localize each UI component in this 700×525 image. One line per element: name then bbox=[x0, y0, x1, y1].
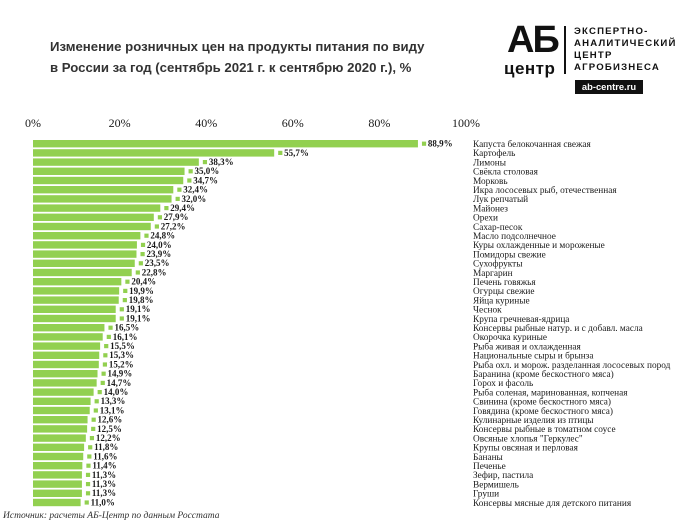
value-label-marker bbox=[278, 151, 282, 155]
bar bbox=[33, 499, 81, 506]
category-label: Консервы рыбные натур. и с добавл. масла bbox=[473, 324, 643, 334]
value-label-marker bbox=[155, 224, 159, 228]
value-label-marker bbox=[104, 344, 108, 348]
bar bbox=[33, 186, 173, 193]
value-label: 19,1% bbox=[125, 304, 151, 315]
value-label-marker bbox=[103, 362, 107, 366]
value-label-marker bbox=[92, 418, 96, 422]
bar bbox=[33, 490, 82, 497]
bar bbox=[33, 361, 99, 368]
bar bbox=[33, 370, 98, 377]
category-label: Свинина (кроме бескостного мяса) bbox=[473, 397, 612, 408]
category-label: Консервы мясные для детского питания bbox=[473, 498, 632, 509]
category-label: Овсяные хлопья "Геркулес" bbox=[473, 434, 583, 445]
value-label: 14,0% bbox=[103, 387, 129, 397]
bar bbox=[33, 388, 94, 395]
value-label-marker bbox=[91, 427, 95, 431]
value-label-marker bbox=[120, 316, 124, 320]
bar bbox=[33, 434, 86, 441]
value-label: 34,7% bbox=[193, 175, 219, 186]
value-label: 19,9% bbox=[129, 285, 154, 296]
bar bbox=[33, 480, 82, 487]
value-label: 15,2% bbox=[108, 359, 134, 370]
value-label: 13,1% bbox=[99, 405, 125, 416]
bar bbox=[33, 204, 160, 211]
bar bbox=[33, 287, 119, 294]
bar bbox=[33, 223, 151, 230]
bar bbox=[33, 352, 99, 359]
x-tick-label: 60% bbox=[281, 116, 304, 130]
category-label: Масло подсолнечное bbox=[473, 232, 556, 242]
value-label: 11,3% bbox=[91, 469, 117, 480]
value-label: 29,4% bbox=[170, 203, 196, 213]
bar bbox=[33, 168, 185, 175]
bar bbox=[33, 232, 140, 239]
value-label-marker bbox=[95, 399, 99, 403]
bar bbox=[33, 407, 90, 414]
value-label-marker bbox=[203, 160, 207, 164]
logo-org-line-3: ЦЕНТР bbox=[574, 50, 613, 61]
bar bbox=[33, 425, 87, 432]
x-tick-label: 80% bbox=[368, 116, 391, 130]
value-label: 38,3% bbox=[208, 157, 234, 167]
category-label: Маргарин bbox=[473, 268, 513, 279]
value-label: 35,0% bbox=[194, 166, 220, 177]
category-label: Вермишель bbox=[473, 480, 519, 491]
value-label: 14,7% bbox=[106, 377, 132, 388]
category-label: Рыба живая и охлажденная bbox=[473, 342, 581, 353]
bar bbox=[33, 214, 154, 221]
value-label-marker bbox=[125, 280, 129, 284]
value-label: 11,6% bbox=[93, 451, 118, 462]
category-label: Рыба соленая, маринованная, копченая bbox=[473, 388, 628, 399]
value-label: 19,8% bbox=[128, 295, 154, 305]
value-label: 24,8% bbox=[150, 230, 176, 241]
category-label: Икра лососевых рыб, отечественная bbox=[473, 186, 617, 196]
category-label: Окорочка куриные bbox=[473, 333, 547, 344]
category-label: Крупы овсяная и перловая bbox=[473, 443, 578, 454]
value-label: 20,4% bbox=[131, 276, 157, 287]
value-label-marker bbox=[158, 215, 162, 219]
value-label: 16,1% bbox=[112, 331, 138, 342]
value-label-marker bbox=[90, 436, 94, 440]
category-label: Печенье bbox=[473, 462, 506, 472]
value-label: 11,0% bbox=[90, 497, 115, 508]
value-label: 12,6% bbox=[97, 414, 123, 425]
bar bbox=[33, 140, 418, 147]
value-label: 12,2% bbox=[95, 433, 121, 443]
value-label-marker bbox=[140, 252, 144, 256]
value-label: 32,0% bbox=[181, 193, 207, 204]
logo-org-line-2: АНАЛИТИЧЕСКИЙ bbox=[574, 38, 677, 49]
bar bbox=[33, 149, 274, 156]
value-label: 16,5% bbox=[114, 322, 140, 333]
bar bbox=[33, 453, 83, 460]
value-label: 22,8% bbox=[141, 267, 167, 278]
value-label: 15,3% bbox=[109, 350, 134, 361]
value-label: 19,1% bbox=[125, 313, 151, 324]
value-label-marker bbox=[123, 298, 127, 302]
bar bbox=[33, 278, 121, 285]
category-label: Рыба охл. и морож. разделанная лососевых пород bbox=[473, 360, 671, 371]
value-label: 11,3% bbox=[91, 488, 117, 499]
bar bbox=[33, 260, 135, 267]
bar bbox=[33, 177, 183, 184]
bar bbox=[33, 379, 97, 386]
category-label: Помидоры свежие bbox=[473, 250, 546, 261]
bar bbox=[33, 241, 137, 248]
logo-mark-centr: центр bbox=[504, 59, 556, 78]
category-label: Консервы рыбные в томатном соусе bbox=[473, 425, 616, 436]
logo-org-line-4: АГРОБИЗНЕСА bbox=[574, 62, 661, 73]
value-label: 11,4% bbox=[92, 460, 117, 471]
value-label-marker bbox=[85, 500, 89, 504]
value-label-marker bbox=[86, 491, 90, 495]
category-label: Огурцы свежие bbox=[473, 287, 535, 298]
x-tick-label: 100% bbox=[452, 116, 480, 130]
category-label: Горох и фасоль bbox=[473, 379, 534, 390]
bar bbox=[33, 416, 88, 423]
bar bbox=[33, 296, 119, 303]
chart-title-line-2: в России за год (сентябрь 2021 г. к сентябрю 2020 г.), % bbox=[50, 60, 412, 75]
bar bbox=[33, 471, 82, 478]
bar bbox=[33, 195, 172, 202]
bar bbox=[33, 250, 136, 257]
value-label-marker bbox=[177, 188, 181, 192]
bar bbox=[33, 324, 104, 331]
value-label-marker bbox=[187, 178, 191, 182]
value-label: 14,9% bbox=[107, 368, 133, 379]
logo-url: ab-centre.ru bbox=[575, 80, 643, 94]
value-label: 27,9% bbox=[163, 212, 189, 223]
value-label-marker bbox=[189, 169, 193, 173]
value-label-marker bbox=[422, 142, 426, 146]
value-label: 11,3% bbox=[91, 479, 117, 489]
logo-org-line-1: ЭКСПЕРТНО- bbox=[574, 26, 649, 37]
category-label: Морковь bbox=[473, 176, 508, 187]
value-label-marker bbox=[108, 326, 112, 330]
value-label: 88,9% bbox=[427, 138, 453, 149]
value-label-marker bbox=[98, 390, 102, 394]
value-label: 32,4% bbox=[183, 184, 209, 195]
category-label: Яйца куриные bbox=[473, 296, 530, 307]
category-label: Национальные сыры и брынза bbox=[473, 351, 594, 362]
category-label: Куры охлажденные и мороженые bbox=[473, 241, 605, 252]
value-label: 23,9% bbox=[146, 249, 172, 259]
logo-mark-ab: АБ bbox=[507, 19, 558, 61]
value-label-marker bbox=[164, 206, 168, 210]
category-label: Чеснок bbox=[473, 305, 502, 316]
bar bbox=[33, 158, 199, 165]
value-label-marker bbox=[87, 454, 91, 458]
category-label: Зефир, пастила bbox=[473, 471, 534, 482]
category-label: Капуста белокочанная свежая bbox=[473, 140, 591, 150]
value-label-marker bbox=[94, 408, 98, 412]
value-label-marker bbox=[136, 270, 140, 274]
value-label-marker bbox=[86, 464, 90, 468]
value-label: 23,5% bbox=[144, 258, 170, 269]
value-label: 24,0% bbox=[146, 239, 172, 250]
category-label: Баранина (кроме бескостного мяса) bbox=[473, 370, 614, 380]
value-label-marker bbox=[176, 197, 180, 201]
category-label: Сахар-песок bbox=[473, 222, 523, 233]
category-label: Груши bbox=[473, 489, 500, 500]
value-label: 55,7% bbox=[284, 147, 309, 158]
value-label-marker bbox=[86, 482, 90, 486]
value-label-marker bbox=[141, 243, 145, 247]
value-label: 12,5% bbox=[97, 423, 122, 434]
bar bbox=[33, 462, 82, 469]
category-label: Сухофрукты bbox=[473, 259, 523, 270]
category-label: Лук репчатый bbox=[473, 195, 529, 206]
bar bbox=[33, 306, 116, 313]
value-label: 27,2% bbox=[160, 221, 186, 232]
category-label: Говядина (кроме бескостного мяса) bbox=[473, 406, 613, 417]
value-label-marker bbox=[88, 445, 92, 449]
category-label: Свёкла столовая bbox=[473, 167, 538, 178]
category-label: Орехи bbox=[473, 213, 498, 224]
category-label: Лимоны bbox=[473, 158, 507, 169]
value-label-marker bbox=[103, 353, 107, 357]
value-label-marker bbox=[120, 307, 124, 311]
x-tick-label: 40% bbox=[195, 116, 218, 130]
value-label-marker bbox=[86, 473, 90, 477]
chart-title-line-1: Изменение розничных цен на продукты питания по виду bbox=[50, 39, 425, 54]
category-label: Кулинарные изделия из птицы bbox=[473, 416, 594, 426]
bar bbox=[33, 333, 103, 340]
value-label: 15,5% bbox=[110, 341, 135, 351]
bar bbox=[33, 342, 100, 349]
category-label: Бананы bbox=[473, 452, 503, 463]
category-label: Печень говяжья bbox=[473, 278, 536, 288]
x-tick-label: 0% bbox=[25, 116, 41, 130]
value-label-marker bbox=[139, 261, 143, 265]
value-label-marker bbox=[101, 381, 105, 385]
value-label: 11,8% bbox=[94, 442, 119, 453]
bar bbox=[33, 398, 91, 405]
source-note: Источник: расчеты АБ-Центр по данным Росстата bbox=[3, 511, 220, 521]
value-label-marker bbox=[144, 234, 148, 238]
bar bbox=[33, 269, 132, 276]
bar bbox=[33, 444, 84, 451]
x-tick-label: 20% bbox=[108, 116, 131, 130]
value-label-marker bbox=[123, 289, 127, 293]
category-label: Картофель bbox=[473, 149, 516, 160]
value-label-marker bbox=[107, 335, 111, 339]
bar bbox=[33, 315, 116, 322]
category-label: Крупа гречневая-ядрица bbox=[473, 314, 570, 325]
value-label-marker bbox=[102, 372, 106, 376]
value-label: 13,3% bbox=[100, 396, 126, 407]
category-label: Майонез bbox=[473, 204, 508, 215]
